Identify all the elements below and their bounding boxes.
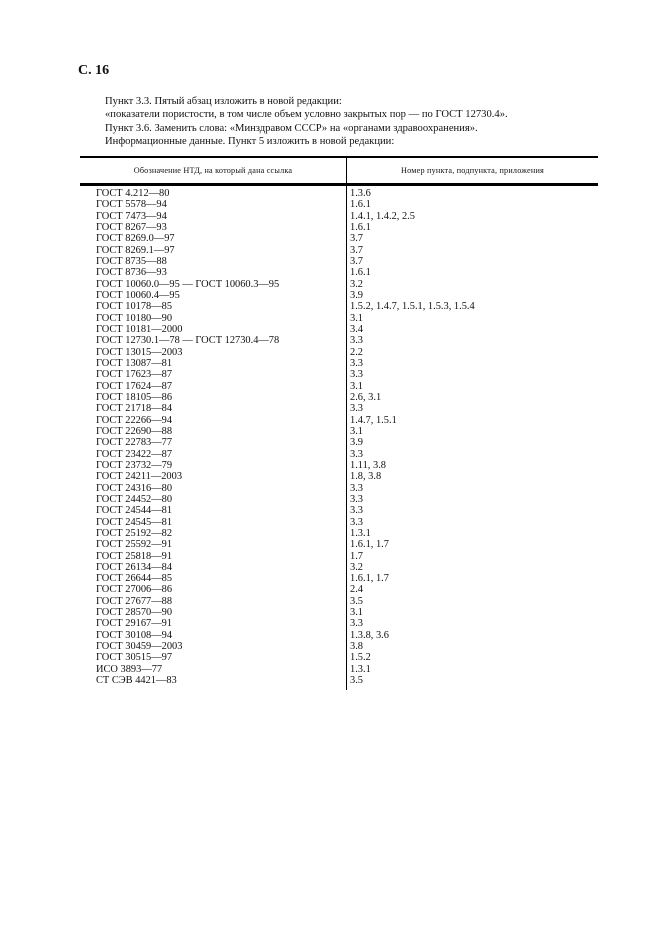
table-row-document: ГОСТ 24316—80 <box>96 482 173 494</box>
table-row-clause: 2.4 <box>350 584 363 596</box>
table-row-document: ГОСТ 22266—94 <box>96 414 173 426</box>
table-row-document: ГОСТ 23732—79 <box>96 459 173 471</box>
table-row-document: ГОСТ 22690—88 <box>96 425 173 437</box>
table-row-document: ГОСТ 25818—91 <box>96 550 173 562</box>
table-row-clause: 3.1 <box>350 607 363 619</box>
table-row-document: ГОСТ 8735—88 <box>96 255 167 267</box>
table-row-clause: 1.6.1, 1.7 <box>350 539 389 551</box>
table-row-clause: 3.1 <box>350 380 363 392</box>
table-row-document: ГОСТ 13015—2003 <box>96 346 183 358</box>
table-row-document: ГОСТ 10180—90 <box>96 312 173 324</box>
table-row-clause: 1.6.1 <box>350 221 371 233</box>
table-row-document: ГОСТ 22783—77 <box>96 437 173 449</box>
table-row-document: ГОСТ 23422—87 <box>96 448 173 460</box>
table-row-document: ГОСТ 8269.0—97 <box>96 233 175 245</box>
table-row-document: ГОСТ 8267—93 <box>96 221 167 233</box>
table-row-clause: 3.1 <box>350 425 363 437</box>
page-number: С. 16 <box>78 63 110 78</box>
table-row-document: ГОСТ 27006—86 <box>96 584 173 596</box>
table-row-clause: 1.3.6 <box>350 188 371 199</box>
table-row-document: ГОСТ 10181—2000 <box>96 323 183 335</box>
paragraph: Пункт 3.3. Пятый абзац изложить в новой редакции: <box>105 96 342 107</box>
paragraph: Информационные данные. Пункт 5 изложить в новой редакции: <box>105 135 395 147</box>
table-row-clause: 1.6.1 <box>350 267 371 279</box>
table-row-clause: 2.6, 3.1 <box>350 391 382 403</box>
table-row-clause: 3.3 <box>350 482 363 494</box>
table-row-document: ГОСТ 13087—81 <box>96 357 173 369</box>
table-row-clause: 3.9 <box>350 437 363 449</box>
table-row-document: ГОСТ 17624—87 <box>96 380 173 392</box>
table-row-document: ГОСТ 12730.1—78 — ГОСТ 12730.4—78 <box>96 335 280 347</box>
table-row-document: ГОСТ 24544—81 <box>96 505 173 517</box>
table-row-document: ГОСТ 5578—94 <box>96 199 167 211</box>
table-row-document: ГОСТ 8736—93 <box>96 267 167 279</box>
table-row-document: ГОСТ 26644—85 <box>96 573 173 585</box>
table-row-document: ГОСТ 27677—88 <box>96 595 173 607</box>
table-row-clause: 3.3 <box>350 505 363 517</box>
header-document: Обозначение НТД, на который дана ссылка <box>133 166 293 175</box>
table-row-document: ГОСТ 18105—86 <box>96 391 173 403</box>
table-row-clause: 1.5.2, 1.4.7, 1.5.1, 1.5.3, 1.5.4 <box>350 301 475 313</box>
table-row-clause: 3.1 <box>350 312 363 324</box>
table-row-document: ГОСТ 21718—84 <box>96 403 173 415</box>
table-row-document: ГОСТ 29167—91 <box>96 618 173 630</box>
table-header <box>80 158 598 183</box>
table-row-clause: 3.9 <box>350 289 363 301</box>
table-row-clause: 1.11, 3.8 <box>350 459 386 471</box>
table-row-document: ГОСТ 4.212—80 <box>96 188 170 199</box>
table-row-document: ГОСТ 25192—82 <box>96 527 173 539</box>
table-row-clause: 1.3.1 <box>350 663 371 675</box>
table-row-clause: 3.2 <box>350 561 363 573</box>
table-row-clause: 3.5 <box>350 595 363 607</box>
reference-table <box>80 156 598 690</box>
table-row-document: СТ СЭВ 4421—83 <box>96 675 177 687</box>
table-row-document: ГОСТ 10060.4—95 <box>96 289 180 301</box>
table-row-clause: 2.2 <box>350 346 363 358</box>
table-row-clause: 3.3 <box>350 335 363 347</box>
table-row-document: ИСО 3893—77 <box>96 663 163 675</box>
header-clause: Номер пункта, подпункта, приложения <box>346 158 598 183</box>
table-row-clause: 3.2 <box>350 278 363 290</box>
table-row-document: ГОСТ 26134—84 <box>96 561 173 573</box>
table-row-clause: 3.3 <box>350 403 363 415</box>
table-row-clause: 3.3 <box>350 448 363 460</box>
table-row-document: ГОСТ 30515—97 <box>96 652 173 664</box>
table-row-document: ГОСТ 10178—85 <box>96 301 173 313</box>
table-row-clause: 3.3 <box>350 369 363 381</box>
table-row-document: ГОСТ 10060.0—95 — ГОСТ 10060.3—95 <box>96 278 280 290</box>
table-row-clause: 3.5 <box>350 675 363 687</box>
table-row-document: ГОСТ 24545—81 <box>96 516 173 528</box>
table-row-document: ГОСТ 24452—80 <box>96 493 173 505</box>
table-row-clause: 3.7 <box>350 233 363 245</box>
table-row-clause: 1.7 <box>350 550 363 562</box>
table-row-clause: 3.4 <box>350 323 363 335</box>
column-documents <box>80 186 346 690</box>
table-row-clause: 3.7 <box>350 255 363 267</box>
table-row-clause: 1.8, 3.8 <box>350 471 382 483</box>
table-row-clause: 3.3 <box>350 516 363 528</box>
column-clauses <box>346 186 598 690</box>
table-row-clause: 3.7 <box>350 244 363 256</box>
table-row-clause: 3.3 <box>350 493 363 505</box>
paragraph: Пункт 3.6. Заменить слова: «Минздравом СССР» на «органами здравоохранения». <box>105 122 478 134</box>
table-row-document: ГОСТ 24211—2003 <box>96 471 183 483</box>
table-row-clause: 1.3.1 <box>350 527 371 539</box>
table-row-clause: 1.5.2 <box>350 652 371 664</box>
table-row-clause: 3.3 <box>350 357 363 369</box>
table-row-clause: 1.4.1, 1.4.2, 2.5 <box>350 210 415 222</box>
table-row-clause: 1.6.1 <box>350 199 371 211</box>
table-row-clause: 3.8 <box>350 641 363 653</box>
amendment-text <box>105 95 508 148</box>
table-row-clause: 1.4.7, 1.5.1 <box>350 414 397 426</box>
table-body <box>80 186 598 690</box>
table-row-clause: 3.3 <box>350 618 363 630</box>
table-row-document: ГОСТ 28570—90 <box>96 607 173 619</box>
table-row-document: ГОСТ 7473—94 <box>96 210 167 222</box>
table-row-document: ГОСТ 25592—91 <box>96 539 173 551</box>
table-row-document: ГОСТ 8269.1—97 <box>96 244 175 256</box>
table-row-clause: 1.6.1, 1.7 <box>350 573 389 585</box>
table-row-document: ГОСТ 17623—87 <box>96 369 173 381</box>
paragraph: «показатели пористости, в том числе объем условно закрытых пор — по ГОСТ 12730.4». <box>105 109 508 121</box>
table-row-document: ГОСТ 30459—2003 <box>96 641 183 653</box>
table-row-clause: 1.3.8, 3.6 <box>350 629 389 641</box>
table-row-document: ГОСТ 30108—94 <box>96 629 173 641</box>
